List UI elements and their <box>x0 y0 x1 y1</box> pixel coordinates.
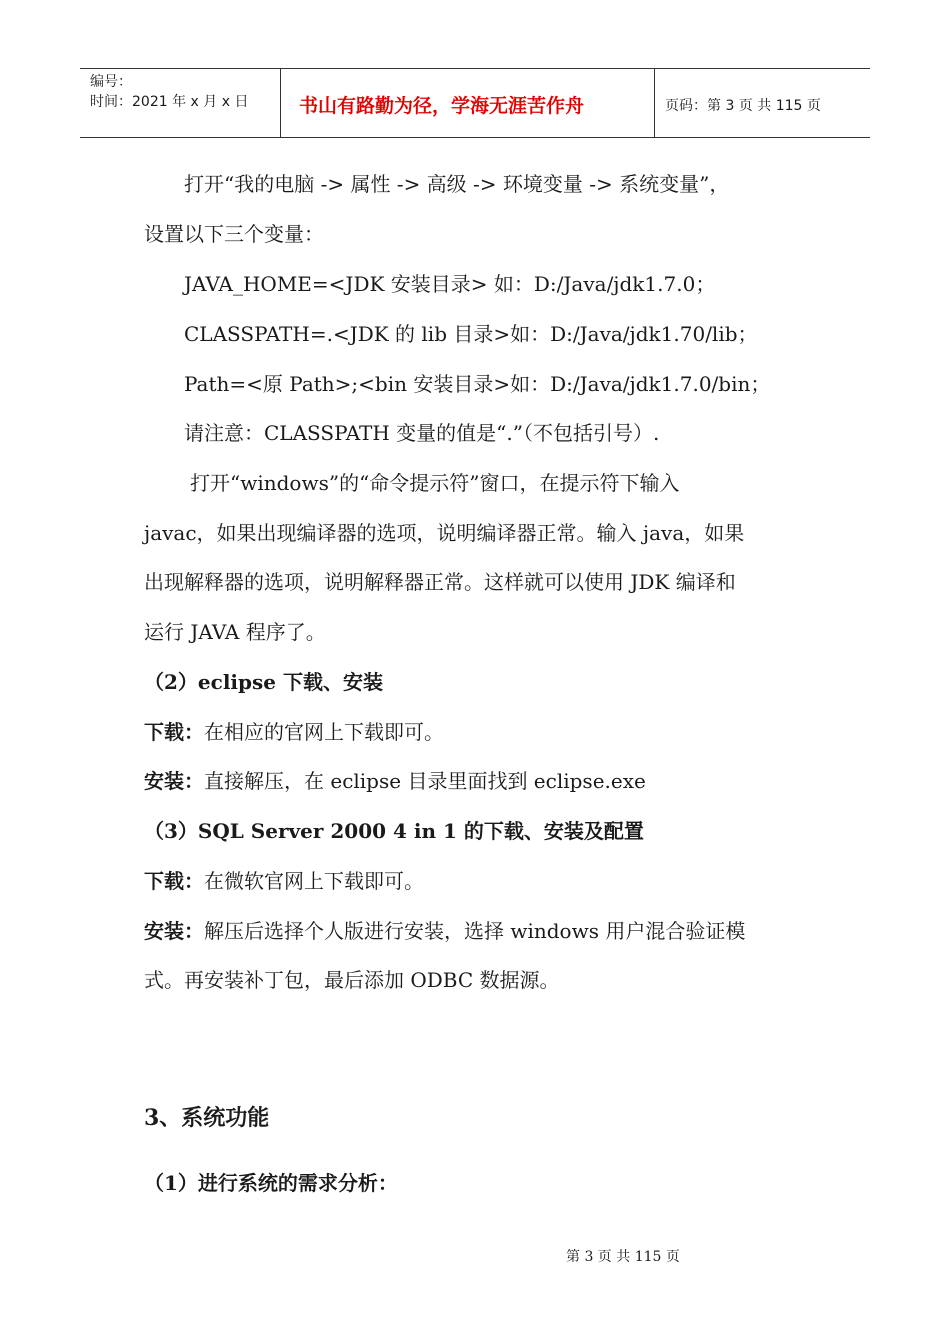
var-classpath: CLASSPATH=.<JDK 的 lib 目录>如：D:/Java/jdk1.70/lib； <box>184 322 758 346</box>
eclipse-install-text: 直接解压，在 eclipse 目录里面找到 eclipse.exe <box>204 769 646 793</box>
eclipse-download-text: 在相应的官网上下载即可。 <box>204 720 444 744</box>
header-number-label: 编号： <box>90 74 132 90</box>
para-2-line-4: 运行 JAVA 程序了。 <box>144 620 326 644</box>
eclipse-install-label: 安装： <box>144 769 204 793</box>
section-eclipse-title: （2）eclipse 下载、安装 <box>144 670 383 694</box>
eclipse-download-label: 下载： <box>144 720 204 744</box>
section-sqlserver-title: （3）SQL Server 2000 4 in 1 的下载、安装及配置 <box>144 819 644 843</box>
eclipse-install-line <box>144 768 646 794</box>
sqlserver-download-text: 在微软官网上下载即可。 <box>204 869 424 893</box>
eclipse-download-line <box>144 719 444 745</box>
sqlserver-install-line <box>144 918 745 944</box>
header-motto: 书山有路勤为径，学海无涯苦作舟 <box>299 95 585 117</box>
heading-system-functions: 3、系统功能 <box>144 1105 270 1131</box>
sqlserver-install-label: 安装： <box>144 919 204 943</box>
sqlserver-download-label: 下载： <box>144 869 204 893</box>
page-header <box>80 68 870 138</box>
sqlserver-install-line-2: 式。再安装补丁包，最后添加 ODBC 数据源。 <box>144 968 560 992</box>
var-path: Path=<原 Path>;<bin 安装目录>如：D:/Java/jdk1.7.0/bin； <box>184 372 771 396</box>
para-2-line-3: 出现解释器的选项，说明解释器正常。这样就可以使用 JDK 编译和 <box>144 570 736 594</box>
header-meta-cell <box>80 69 281 137</box>
header-motto-cell <box>281 69 655 137</box>
classpath-note: 请注意：CLASSPATH 变量的值是“.”（不包括引号）. <box>184 421 660 445</box>
para-1-line-2: 设置以下三个变量： <box>144 222 324 246</box>
var-java-home: JAVA_HOME=<JDK 安装目录> 如：D:/Java/jdk1.7.0； <box>184 272 716 296</box>
header-page-info: 页码：第 3 页 共 115 页 <box>665 98 821 114</box>
para-2-line-1: 打开“windows”的“命令提示符”窗口，在提示符下输入 <box>190 471 680 495</box>
sqlserver-download-line <box>144 868 424 894</box>
para-1-line-1: 打开“我的电脑 -> 属性 -> 高级 -> 环境变量 -> 系统变量”， <box>184 172 730 196</box>
sqlserver-install-text: 解压后选择个人版进行安装，选择 windows 用户混合验证模 <box>204 919 746 943</box>
para-2-line-2: javac，如果出现编译器的选项，说明编译器正常。输入 java，如果 <box>144 521 745 545</box>
header-date-label: 时间：2021 年 x 月 x 日 <box>90 94 249 110</box>
subheading-requirements: （1）进行系统的需求分析： <box>144 1171 398 1195</box>
footer-page-number: 第 3 页 共 115 页 <box>566 1249 680 1265</box>
header-page-cell <box>655 69 870 137</box>
